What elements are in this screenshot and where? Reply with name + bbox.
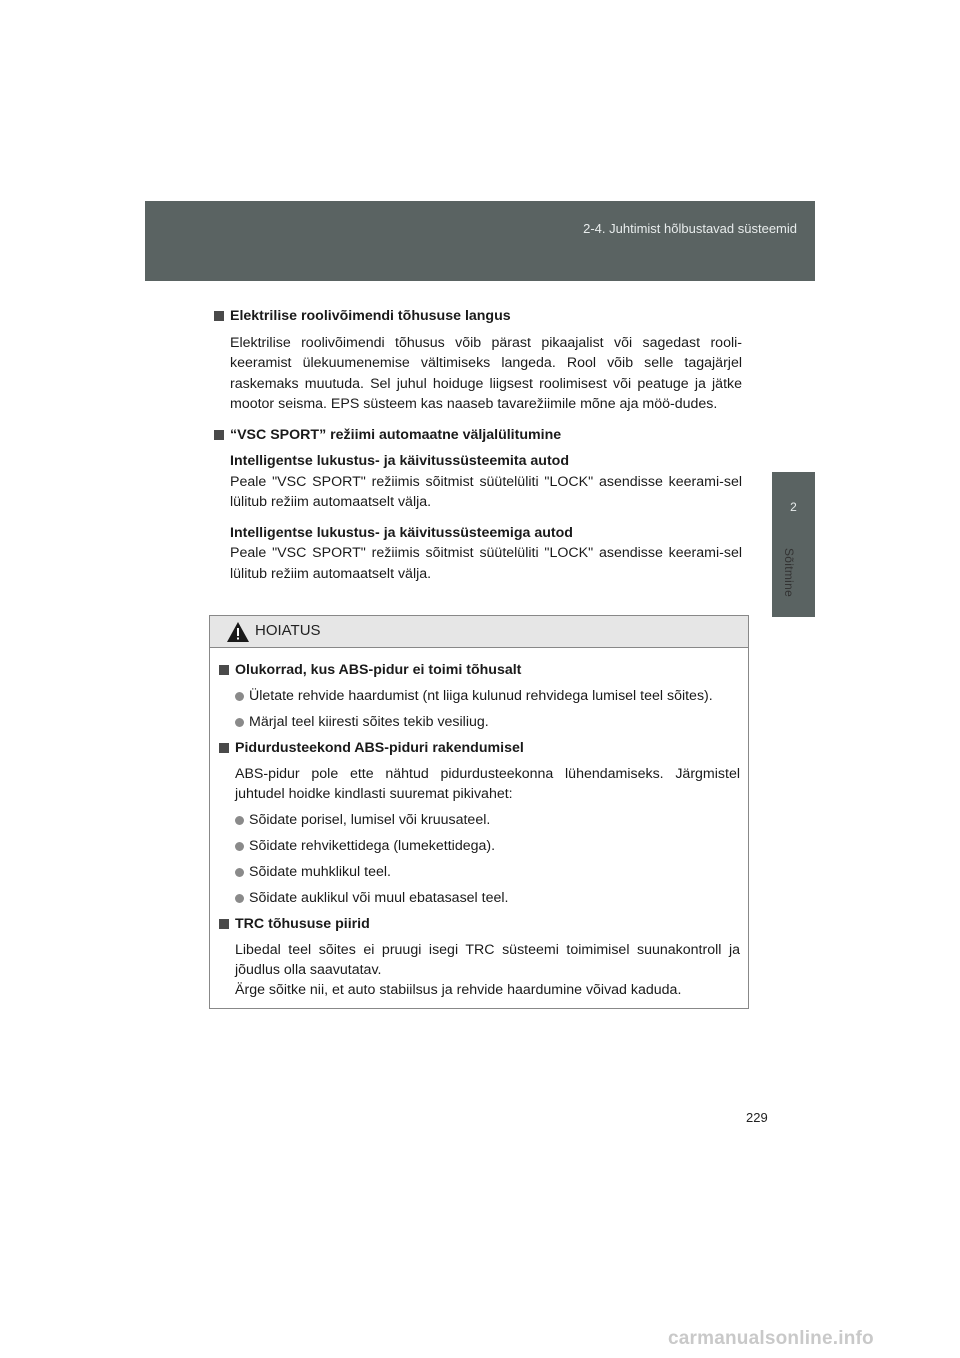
- section-heading: [212, 425, 742, 446]
- bullet-item: [235, 836, 740, 856]
- chapter-number: 2: [790, 500, 797, 514]
- warning-header: [210, 616, 748, 648]
- warning-box: [209, 615, 749, 1009]
- bullet-item: [235, 810, 740, 830]
- section-heading: [212, 306, 742, 327]
- square-bullet-icon: [214, 311, 224, 321]
- section-title: 2-4. Juhtimist hõlbustavad süsteemid: [583, 221, 797, 236]
- warning-paragraph: Libedal teel sõites ei pruugi isegi TRC süsteemi toimimisel suunakontroll ja jõudlus olla saavutatav.: [235, 942, 740, 978]
- heading-text: Elektrilise roolivõimendi tõhususe langus: [230, 308, 511, 324]
- bullet-text: Märjal teel kiiresti sõites tekib vesiliug.: [249, 714, 489, 730]
- bullet-dot-icon: [235, 894, 244, 903]
- heading-text: Pidurdusteekond ABS-piduri rakendumisel: [235, 740, 524, 756]
- warning-heading: [217, 660, 740, 680]
- heading-text: “VSC SPORT” režiimi automaatne väljalülitumine: [230, 426, 562, 443]
- subsection-title: Intelligentse lukustus- ja käivitussüsteemita autod: [230, 453, 570, 469]
- page-number: 229: [746, 1110, 768, 1125]
- bullet-dot-icon: [235, 842, 244, 851]
- warning-paragraph: ABS-pidur pole ette nähtud pidurdusteekonna lühendamiseks. Järgmistel juhtudel hoidke kindlasti suuremat pikivahet:: [235, 766, 740, 802]
- square-bullet-icon: [219, 919, 229, 929]
- subsection: [230, 523, 742, 585]
- bullet-dot-icon: [235, 718, 244, 727]
- heading-text: TRC tõhususe piirid: [235, 916, 370, 932]
- bullet-text: Sõidate porisel, lumisel või kruusateel.: [249, 812, 491, 828]
- subsection-text: Peale "VSC SPORT" režiimis sõitmist süütelüliti "LOCK" asendisse keerami-sel lülitub režiim automaatselt välja.: [230, 545, 742, 582]
- watermark: carmanualsonline.info: [668, 1328, 874, 1349]
- subsection-title: Intelligentse lukustus- ja käivitussüsteemiga autod: [230, 524, 573, 541]
- subsection: [230, 451, 742, 513]
- bullet-dot-icon: [235, 816, 244, 825]
- warning-triangle-icon: [226, 621, 250, 643]
- warning-paragraph: Ärge sõitke nii, et auto stabiilsus ja rehvide haardumine võivad kaduda.: [235, 982, 682, 998]
- subsection-text: Peale "VSC SPORT" režiimis sõitmist süütelüliti "LOCK" asendisse keerami-sel lülitub režiim automaatselt välja.: [230, 473, 742, 510]
- bullet-text: Sõidate muhklikul teel.: [249, 864, 391, 880]
- warning-title: HOIATUS: [255, 622, 321, 639]
- header-band: [145, 201, 815, 281]
- square-bullet-icon: [219, 665, 229, 675]
- warning-body: [210, 648, 748, 1000]
- bullet-text: Sõidate auklikul või muul ebatasasel teel.: [249, 890, 509, 906]
- bullet-item: [235, 712, 740, 732]
- heading-text: Olukorrad, kus ABS-pidur ei toimi tõhusalt: [235, 662, 522, 678]
- section-paragraph: Elektrilise roolivõimendi tõhusus võib pärast pikaajalist või sagedast rooli-keeramist ülekuumenemise vältimiseks langeda. Rool võib selle tagajärjel raskemaks muutuda. Sel juhul hoiduge liigsest roolimisest või peatuge ja jätke mootor seisma. EPS süsteem kas naaseb tavarežiimile mõne aja möö-dudes.: [230, 334, 742, 412]
- bullet-item: [235, 862, 740, 882]
- square-bullet-icon: [219, 743, 229, 753]
- bullet-item: [235, 686, 740, 706]
- warning-heading: [217, 738, 740, 758]
- warning-heading: [217, 914, 740, 934]
- bullet-dot-icon: [235, 692, 244, 701]
- bullet-text: Sõidate rehvikettidega (lumekettidega).: [249, 838, 496, 854]
- bullet-text: Ületate rehvide haardumist (nt liiga kulunud rehvidega lumisel teel sõites).: [249, 688, 713, 704]
- square-bullet-icon: [214, 430, 224, 440]
- bullet-dot-icon: [235, 868, 244, 877]
- chapter-label: Sõitmine: [782, 548, 796, 598]
- bullet-item: [235, 888, 740, 908]
- main-content: [212, 306, 742, 594]
